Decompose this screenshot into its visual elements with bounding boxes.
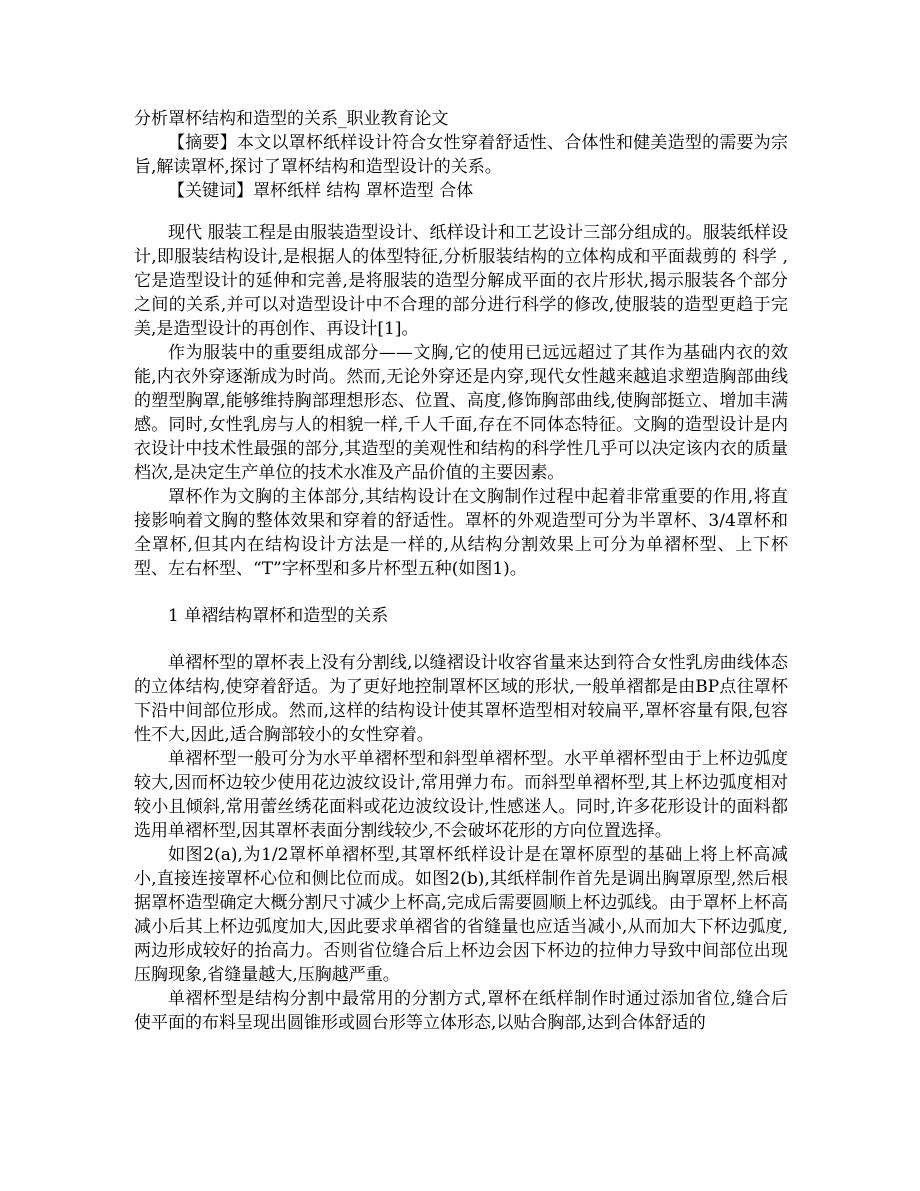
section-paragraph-1: 单褶杯型的罩杯表上没有分割线,以缝褶设计收容省量来达到符合女性乳房曲线体态的立体结构,使穿着舒适。为了更好地控制罩杯区域的形状,一般单褶都是由BP点往罩杯下沿中间部位形成。然而,这样的结构设计使其罩杯造型相对较扁平,罩杯容量有限,包容性不大,因此,适合胸部较小的女性穿着。 — [134, 653, 788, 745]
paragraph-intro-3: 罩杯作为文胸的主体部分,其结构设计在文胸制作过程中起着非常重要的作用,将直接影响着文胸的整体效果和穿着的舒适性。罩杯的外观造型可分为半罩杯、3/4罩杯和全罩杯,但其内在结构设计方法是一样的,从结构分割效果上可分为单褶杯型、上下杯型、左右杯型、“T”字杯型和多片杯型五种(如图1)。 — [134, 487, 788, 579]
abstract: 【摘要】本文以罩杯纸样设计符合女性穿着舒适性、合体性和健美造型的需要为宗旨,解读罩杯,探讨了罩杯结构和造型设计的关系。 — [134, 133, 788, 177]
section-paragraph-4: 单褶杯型是结构分割中最常用的分割方式,罩杯在纸样制作时通过添加省位,缝合后使平面的布料呈现出圆锥形或圆台形等立体形态,以贴合胸部,达到合体舒适的 — [134, 989, 788, 1033]
spacer — [134, 203, 788, 221]
keywords: 【关键词】罩杯纸样 结构 罩杯造型 合体 — [168, 181, 474, 201]
paragraph-intro-1: 现代 服装工程是由服装造型设计、纸样设计和工艺设计三部分组成的。服装纸样设计,即服装结构设计,是根据人的体型特征,分析服装结构的立体构成和平面裁剪的 科学 ,它是造型设计的延伸和完善,是将服装的造型分解成平面的衣片形状,揭示服装各个部分之间的关系,并可以对造型设计中不合理的部分进行科学的修改,使服装的造型更趋于完美,是造型设计的再创作、再设计[1]。 — [134, 223, 788, 339]
section-paragraph-3: 如图2(a),为1/2罩杯单褶杯型,其罩杯纸样设计是在罩杯原型的基础上将上杯高减小,直接连接罩杯心位和侧比位而成。如图2(b),其纸样制作首先是调出胸罩原型,然后根据罩杯造型确定大概分割尺寸减少上杯高,完成后需要圆顺上杯边弧线。由于罩杯上杯高减小后其上杯边弧度加大,因此要求单褶省的省缝量也应适当减小,从而加大下杯边弧度,两边形成较好的抬高力。否则省位缝合后上杯边会因下杯边的拉伸力导致中间部位出现压胸现象,省缝量越大,压胸越严重。 — [134, 845, 788, 985]
document-title: 分析罩杯结构和造型的关系_职业教育论文 — [134, 109, 449, 129]
section-paragraph-2: 单褶杯型一般可分为水平单褶杯型和斜型单褶杯型。水平单褶杯型由于上杯边弧度较大,因而杯边较少使用花边波纹设计,常用弹力布。而斜型单褶杯型,其上杯边弧度相对较小且倾斜,常用蕾丝绣花面料或花边波纹设计,性感迷人。同时,许多花形设计的面料都选用单褶杯型,因其罩杯表面分割线较少,不会破坏花形的方向位置选择。 — [134, 749, 788, 841]
paragraph-intro-2: 作为服装中的重要组成部分——文胸,它的使用已远远超过了其作为基础内衣的效能,内衣外穿逐渐成为时尚。然而,无论外穿还是内穿,现代女性越来越追求塑造胸部曲线的塑型胸罩,能够维持胸部理想形态、位置、高度,修饰胸部曲线,使胸部挺立、增加丰满感。同时,女性乳房与人的相貌一样,千人千面,存在不同体态特征。文胸的造型设计是内衣设计中技术性最强的部分,其造型的美观性和结构的科学性几乎可以决定该内衣的质量档次,是决定生产单位的技术水准及产品价值的主要因素。 — [134, 343, 788, 483]
document-page — [134, 107, 788, 1035]
section-heading: 1 单褶结构罩杯和造型的关系 — [168, 606, 389, 626]
